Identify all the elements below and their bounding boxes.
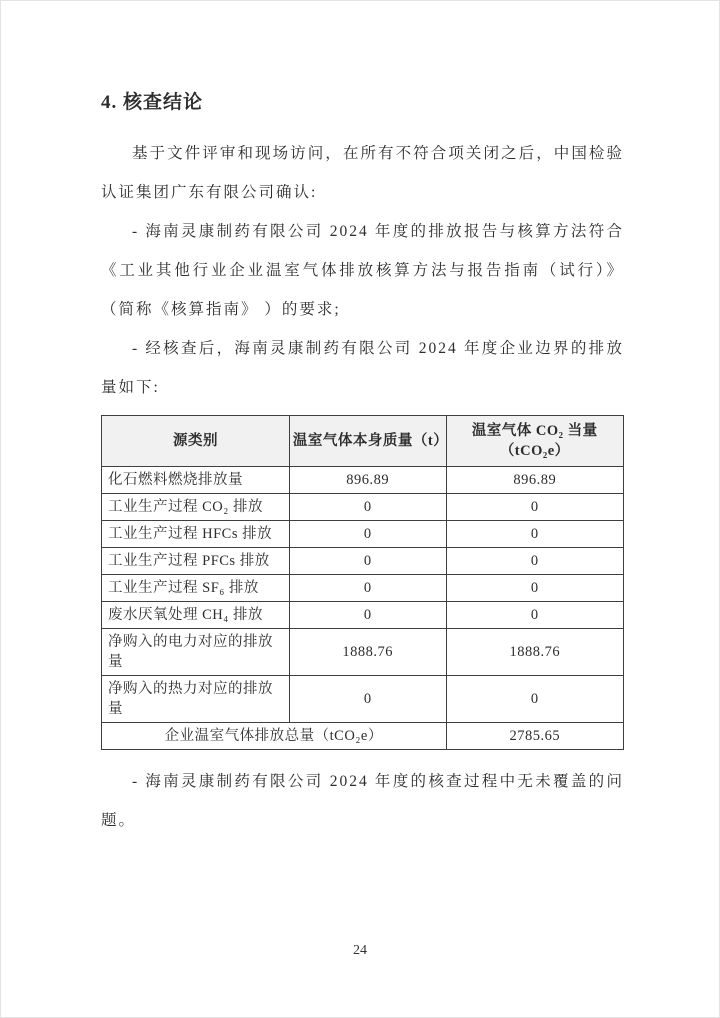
emissions-table	[101, 415, 624, 750]
section-title: 4. 核查结论	[101, 92, 204, 113]
column-header-source-category: 源类别	[102, 416, 290, 467]
source-category-cell: 净购入的热力对应的排放量	[102, 676, 290, 723]
paragraph-report-compliance: - 海南灵康制药有限公司 2024 年度的排放报告与核算方法符合《工业其他行业企业温室气体排放核算方法与报告指南（试行）》（简称《核算指南》 ）的要求;	[101, 223, 624, 318]
column-header-ghg-mass: 温室气体本身质量（t）	[289, 416, 446, 467]
table-row-purchased-heat	[102, 676, 624, 723]
page-content	[101, 87, 624, 840]
co2e-value-cell: 896.89	[446, 467, 624, 494]
co2e-value-cell: 0	[446, 575, 624, 602]
table-header-row	[102, 416, 624, 467]
co2e-value-cell: 0	[446, 602, 624, 629]
co2e-value-cell: 0	[446, 676, 624, 723]
co2e-header-line2: （tCO₂e）	[499, 443, 570, 459]
co2e-value-cell: 0	[446, 521, 624, 548]
paragraph-confirmation-intro: 基于文件评审和现场访问，在所有不符合项关闭之后，中国检验认证集团广东有限公司确认:	[101, 145, 624, 201]
table-total-row	[102, 723, 624, 750]
mass-value-cell: 0	[289, 548, 446, 575]
mass-value-cell: 0	[289, 575, 446, 602]
table-row-fossil-fuel	[102, 467, 624, 494]
page-number: 24	[353, 943, 367, 958]
table-row-purchased-electricity	[102, 629, 624, 676]
co2e-header-line1: 温室气体 CO₂ 当量	[471, 423, 598, 439]
mass-value-cell: 0	[289, 521, 446, 548]
source-category-cell: 废水厌氧处理 CH₄ 排放	[102, 602, 290, 629]
mass-value-cell: 0	[289, 494, 446, 521]
mass-value-cell: 0	[289, 602, 446, 629]
source-category-cell: 净购入的电力对应的排放量	[102, 629, 290, 676]
source-category-cell: 工业生产过程 HFCs 排放	[102, 521, 290, 548]
table-row-process-sf6	[102, 575, 624, 602]
mass-value-cell: 1888.76	[289, 629, 446, 676]
table-row-process-hfcs	[102, 521, 624, 548]
total-label-cell: 企业温室气体排放总量（tCO₂e）	[102, 723, 447, 750]
source-category-cell: 工业生产过程 PFCs 排放	[102, 548, 290, 575]
mass-value-cell: 896.89	[289, 467, 446, 494]
source-category-cell: 工业生产过程 CO₂ 排放	[102, 494, 290, 521]
column-header-co2-equivalent	[446, 416, 624, 467]
table-row-wastewater-ch4	[102, 602, 624, 629]
paragraph-no-uncovered-issues: - 海南灵康制药有限公司 2024 年度的核查过程中无未覆盖的问题。	[101, 773, 624, 829]
co2e-value-cell: 1888.76	[446, 629, 624, 676]
source-category-cell: 化石燃料燃烧排放量	[102, 467, 290, 494]
table-row-process-co2	[102, 494, 624, 521]
paragraph-emissions-intro: - 经核查后，海南灵康制药有限公司 2024 年度企业边界的排放量如下:	[101, 340, 624, 396]
co2e-value-cell: 0	[446, 494, 624, 521]
table-row-process-pfcs	[102, 548, 624, 575]
total-value-cell: 2785.65	[446, 723, 624, 750]
mass-value-cell: 0	[289, 676, 446, 723]
co2e-value-cell: 0	[446, 548, 624, 575]
source-category-cell: 工业生产过程 SF₆ 排放	[102, 575, 290, 602]
